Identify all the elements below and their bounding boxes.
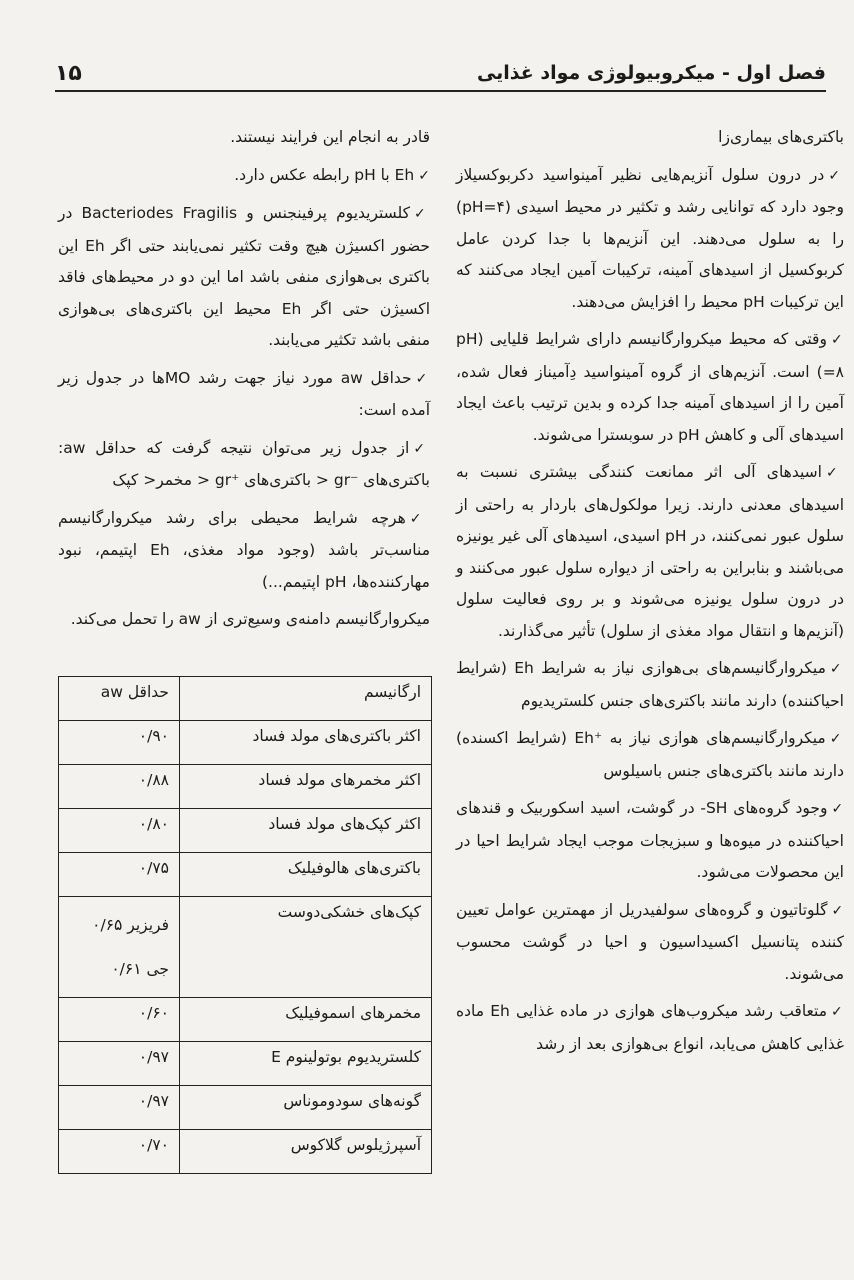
paragraph: ✓از جدول زیر می‌توان نتیجه گرفت که حداقل aw: باکتری‌های ⁻gr < باکتری‌های ⁺gr < مخمر< کپک	[58, 438, 430, 489]
paragraph: میکروارگانیسم دامنه‌ی وسیع‌تری از aw را تحمل می‌کند.	[70, 610, 430, 628]
table-cell: گونه‌های سودوموناس	[180, 1086, 432, 1130]
paragraph: ✓وقتی که محیط میکروارگانیسم دارای شرایط قلیایی (pH =۸) است. آنزیم‌های از گروه آمینواسید دِآمیناز فعال شده، آمین را از اسیدهای آمینه جدا کرده و بدین ترتیب باعث ایجاد اسیدهای آلی و کاهش pH در سوبسترا می‌شوند.	[456, 330, 845, 444]
check-icon: ✓	[414, 206, 430, 222]
paragraph: ✓میکروارگانیسم‌های بی‌هوازی نیاز به شرایط Eh (شرایط احیاکننده) دارند مانند باکتری‌های جنس کلستریدیوم	[456, 659, 844, 710]
right-column	[456, 122, 844, 1066]
table-cell: ۰/۹۷	[59, 1086, 180, 1130]
chapter-title: فصل اول - میکروبیولوژی مواد غذایی	[476, 62, 826, 84]
paragraph: ✓گلوتاتیون و گروه‌های سولفیدریل از مهمترین عوامل تعیین کننده پتانسیل اکسیداسیون و احیا در گوشت محسوب می‌شوند.	[456, 900, 844, 983]
check-icon: ✓	[825, 465, 844, 481]
check-icon: ✓	[409, 510, 430, 527]
paragraph: ✓در درون سلول آنزیم‌هایی نظیر آمینواسید دکربوکسیلاز وجود دارد که توانایی رشد و تکثیر در محیط اسیدی (pH=۴) را به سلول می‌دهند. این آنزیم‌ها با جدا کردن عامل کربوکسیل از اسیدهای آمینه، ترکیبات آمین ایجاد می‌کنند که این ترکیبات pH محیط را افزایش می‌دهند.	[456, 165, 844, 311]
check-icon: ✓	[829, 661, 844, 677]
page-number: ۱۵	[55, 61, 82, 86]
check-icon: ✓	[418, 167, 430, 184]
table-cell: باکتری‌های هالوفیلیک	[180, 853, 432, 897]
table-cell: مخمرهای اسموفیلیک	[180, 998, 432, 1042]
table-cell: ۰/۸۰	[59, 809, 180, 853]
table-cell: فریزیر ۰/۶۵ جی ۰/۶۱	[59, 897, 180, 998]
table-row	[59, 809, 432, 853]
paragraph: ✓اسیدهای آلی اثر ممانعت کنندگی بیشتری نسبت به اسیدهای معدنی دارند. زیرا مولکول‌های باردار به راحتی از سلول عبور نمی‌کنند، در pH اسیدی، اسیدهای آلی غیر یونیزه می‌باشند و بنابراین به راحتی از دیواره سلول عبور می‌کنند و در درون سلول یونیزه می‌شوند و بر روی فعالیت سلول (آنزیم‌ها و انتقال مواد مغذی از سلول) تأثیر می‌گذارند.	[456, 463, 845, 640]
check-icon: ✓	[828, 167, 844, 184]
table-cell: ۰/۹۷	[59, 1042, 180, 1086]
table-cell: ۰/۸۸	[59, 765, 180, 809]
table-row	[59, 721, 432, 765]
check-icon: ✓	[831, 902, 844, 919]
aw-table	[58, 676, 432, 1174]
table-header: حداقل aw	[59, 677, 180, 721]
paragraph: قادر به انجام این فرایند نیستند.	[230, 128, 430, 146]
check-icon: ✓	[413, 440, 430, 457]
table-cell: ۰/۹۰	[59, 721, 180, 765]
table-row	[59, 1042, 432, 1086]
paragraph: ✓میکروارگانیسم‌های هوازی نیاز به ⁺Eh (شرایط اکسنده) دارند مانند باکتری‌های جنس باسیلوس	[456, 729, 844, 780]
table-header: ارگانیسم	[180, 677, 432, 721]
table-cell: اکثر مخمرهای مولد فساد	[180, 765, 432, 809]
check-icon: ✓	[830, 332, 845, 348]
left-column	[58, 122, 430, 642]
check-icon: ✓	[829, 731, 844, 747]
page-header	[55, 50, 826, 92]
check-icon: ✓	[831, 1004, 844, 1020]
table-cell: ۰/۷۰	[59, 1130, 180, 1174]
paragraph: ✓متعاقب رشد میکروب‌های هوازی در ماده غذایی Eh ماده غذایی کاهش می‌یابد، انواع بی‌هوازی بعد از رشد	[456, 1002, 844, 1053]
check-icon: ✓	[831, 801, 844, 817]
paragraph: ✓Eh با pH رابطه عکس دارد.	[234, 165, 430, 184]
table-cell: کلستریدیوم بوتولینوم E	[180, 1042, 432, 1086]
table-cell: کپک‌های خشکی‌دوست	[180, 897, 432, 998]
table-cell: اکثر کپک‌های مولد فساد	[180, 809, 432, 853]
paragraph: باکتری‌های بیماری‌زا	[718, 128, 844, 146]
table-row	[59, 765, 432, 809]
paragraph: ✓هرچه شرایط محیطی برای رشد میکروارگانیسم مناسب‌تر باشد (وجود مواد مغذی، Eh اپتیمم، نبود مهارکننده‌ها، pH اپتیمم...)	[58, 508, 431, 591]
table-cell: ۰/۶۰	[59, 998, 180, 1042]
paragraph: ✓کلستریدیوم پرفینجنس و Bacteriodes Fragilis در حضور اکسیژن هیچ وقت تکثیر نمی‌یابند حتی اگر Eh این باکتری بی‌هوازی منفی باشد اما این دو در محیط‌های فاقد اکسیژن حتی اگر Eh محیط این باکتری‌های بی‌هوازی منفی باشد تکثیر می‌یابند.	[58, 204, 430, 349]
table-row	[59, 853, 432, 897]
paragraph: ✓حداقل aw مورد نیاز جهت رشد MOها در جدول زیر آمده است:	[58, 368, 430, 419]
table-row	[59, 897, 432, 998]
table-row	[59, 1130, 432, 1174]
paragraph: ✓وجود گروه‌های SH- در گوشت، اسید اسکوربیک و قندهای احیاکننده در میوه‌ها و سبزیجات موجب ایجاد شرایط احیا در این محصولات می‌شود.	[456, 799, 844, 881]
table-header-row	[59, 677, 432, 721]
table-cell: آسپرژیلوس گلاکوس	[180, 1130, 432, 1174]
table-cell: ۰/۷۵	[59, 853, 180, 897]
table-row	[59, 998, 432, 1042]
table-row	[59, 1086, 432, 1130]
table-cell: اکثر باکتری‌های مولد فساد	[180, 721, 432, 765]
check-icon: ✓	[415, 370, 430, 387]
